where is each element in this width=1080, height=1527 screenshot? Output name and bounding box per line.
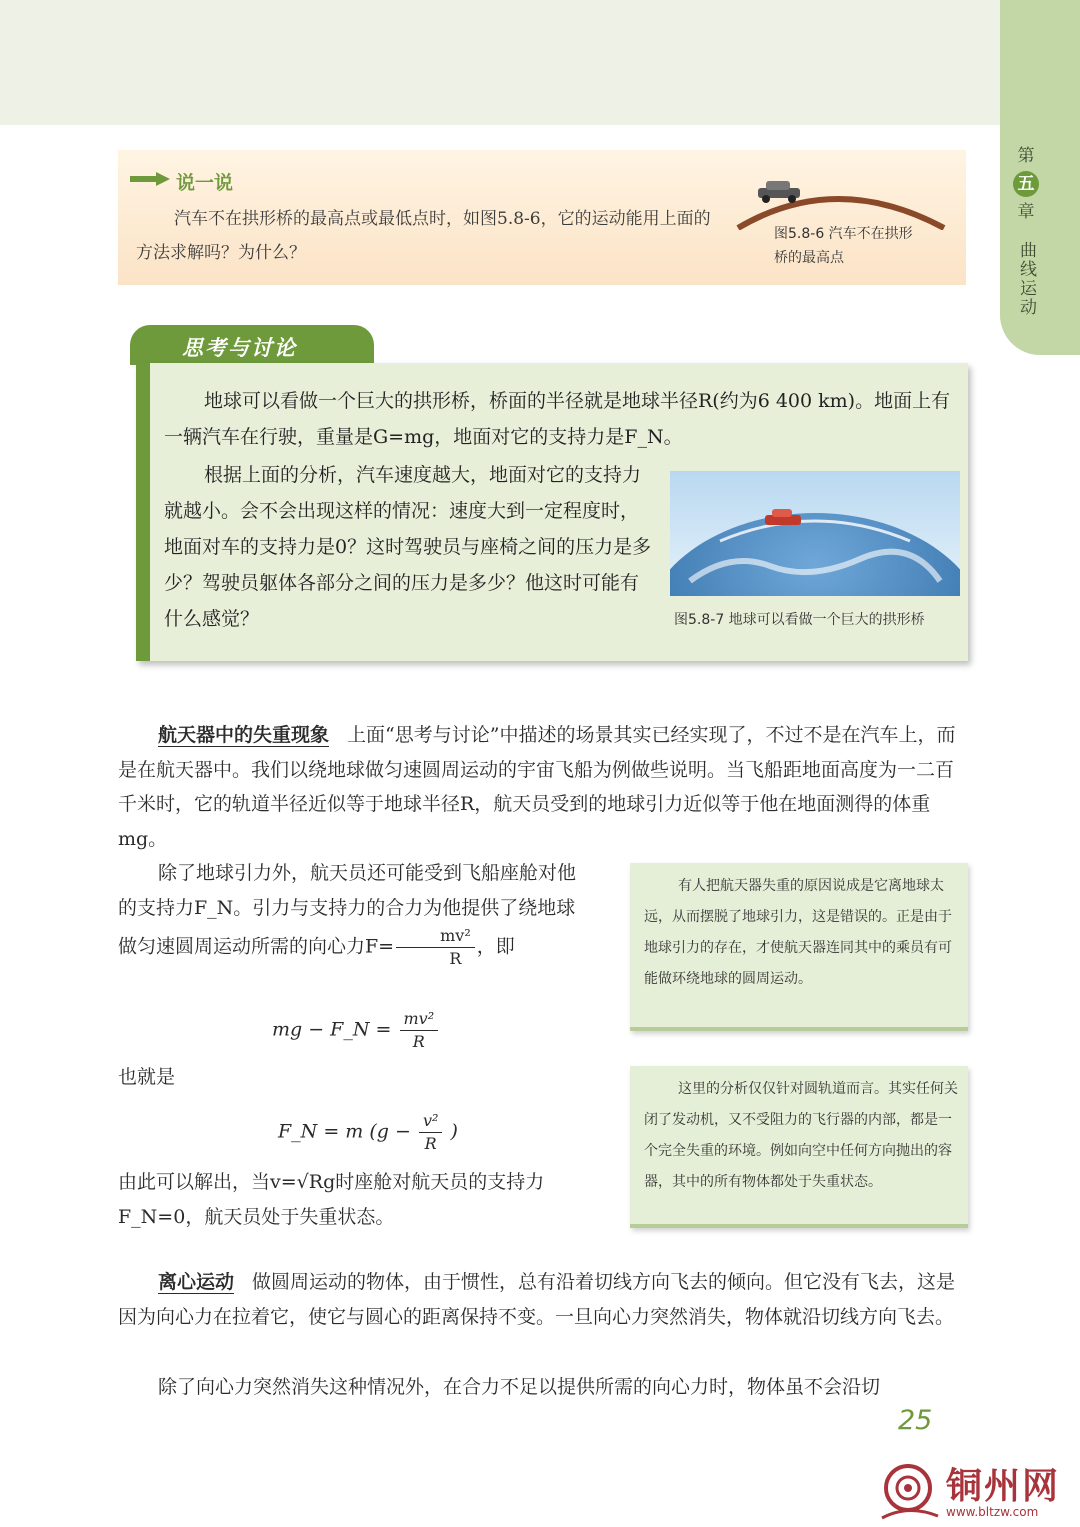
earth-figure (670, 471, 960, 596)
body-paragraph-4: 由此可以解出，当v=√Rg时座舱对航天员的支持力F_N=0，航天员处于失重状态。 (118, 1171, 545, 1228)
say-box (118, 150, 966, 285)
body-paragraph-3: 也就是 (118, 1066, 176, 1088)
side-note-1: 有人把航天器失重的原因说成是它离地球太远，从而摆脱了地球引力，这是错误的。正是由于地球引力的存在，才使航天器连同其中的乘员有可能做环绕地球的圆周运动。 (630, 863, 968, 1031)
arrow-icon (130, 172, 170, 186)
formula-1-fraction (400, 1008, 439, 1053)
fraction-numerator: mv² (396, 925, 475, 948)
fraction-numerator: mv² (400, 1008, 439, 1031)
fraction-denominator: R (449, 949, 462, 968)
centripetal-force-fraction (396, 925, 475, 970)
chapter-title: 曲线运动 (1016, 241, 1036, 317)
chapter-suffix: 章 (1017, 202, 1035, 222)
side-note-2: 这里的分析仅仅针对圆轨道而言。其实任何关闭了发动机，又不受阻力的飞行器的内部，都是一个完全失重的环境。例如向空中任何方向抛出的容器，其中的所有物体都处于失重状态。 (630, 1066, 968, 1228)
say-text: 汽车不在拱形桥的最高点或最低点时，如图5.8-6，它的运动能用上面的方法求解吗？为什么？ (136, 209, 711, 263)
chapter-label (1014, 145, 1038, 317)
top-band (0, 0, 1080, 125)
chapter-number: 五 (1013, 171, 1039, 197)
watermark-url: www.bltzw.com (946, 1505, 1039, 1519)
figure-5-8-6-caption: 图5.8-6 汽车不在拱形桥的最高点 (774, 226, 913, 266)
page-number: 25 (898, 1405, 933, 1436)
body-paragraph-2-tail: ，即 (476, 935, 515, 958)
formula-2-left: F_N = m (g − (278, 1120, 411, 1143)
formula-equation-2 (278, 1110, 458, 1155)
body-paragraph-2 (118, 856, 588, 970)
keyword-centrifugal-motion: 离心运动 (158, 1271, 235, 1293)
arch-bridge-car-figure (736, 170, 946, 230)
watermark-name: 铜州网 (946, 1465, 1061, 1507)
fraction-denominator: R (412, 1032, 425, 1051)
car-icon (758, 181, 800, 203)
formula-2-right: ) (450, 1120, 458, 1143)
fraction-denominator: R (424, 1134, 437, 1153)
body-paragraph-6: 除了向心力突然消失这种情况外，在合力不足以提供所需的向心力时，物体虽不会沿切 (158, 1376, 881, 1398)
say-title: 说一说 (176, 172, 234, 194)
body-paragraph-1 (118, 718, 970, 856)
think-paragraph-2: 根据上面的分析，汽车速度越大，地面对它的支持力就越小。会不会出现这样的情况：速度大到一定程度时，地面对车的支持力是0？这时驾驶员与座椅之间的压力是多少？驾驶员躯体各部分之间的压力是多少？他这时可能有什么感觉？ (164, 464, 652, 630)
formula-equation-1 (272, 1008, 440, 1053)
body-paragraph-5-text: 做圆周运动的物体，由于惯性，总有沿着切线方向飞去的倾向。但它没有飞去，这是因为向心力在拉着它，使它与圆心的距离保持不变。一旦向心力突然消失，物体就沿切线方向飞去。 (118, 1271, 956, 1328)
keyword-weightlessness: 航天器中的失重现象 (158, 724, 330, 746)
formula-1-left: mg − F_N = (272, 1018, 392, 1041)
fraction-numerator: v² (419, 1110, 442, 1133)
formula-2-fraction (419, 1110, 442, 1155)
think-paragraph-1: 地球可以看做一个巨大的拱形桥，桥面的半径就是地球半径R(约为6 400 km)。地面上有一辆汽车在行驶，重量是G=mg，地面对它的支持力是F_N。 (164, 390, 951, 448)
chapter-prefix: 第 (1017, 146, 1035, 166)
body-paragraph-2-text: 除了地球引力外，航天员还可能受到飞船座舱对他的支持力F_N。引力与支持力的合力为他提供了绕地球做匀速圆周运动所需的向心力F= (118, 862, 577, 958)
body-paragraph-1-text: 上面“思考与讨论”中描述的场景其实已经实现了，不过不是在汽车上，而是在航天器中。我们以绕地球做匀速圆周运动的宇宙飞船为例做些说明。当飞船距地面高度为一二百千米时，它的轨道半径近似等于地球半径R，航天员受到的地球引力近似等于他在地面测得的体重mg。 (118, 724, 956, 850)
body-paragraph-5 (118, 1265, 970, 1334)
figure-5-8-7-caption: 图5.8-7 地球可以看做一个巨大的拱形桥 (674, 612, 925, 628)
think-box (136, 363, 968, 661)
think-title: 思考与讨论 (182, 335, 297, 360)
chapter-tab (1000, 0, 1080, 355)
